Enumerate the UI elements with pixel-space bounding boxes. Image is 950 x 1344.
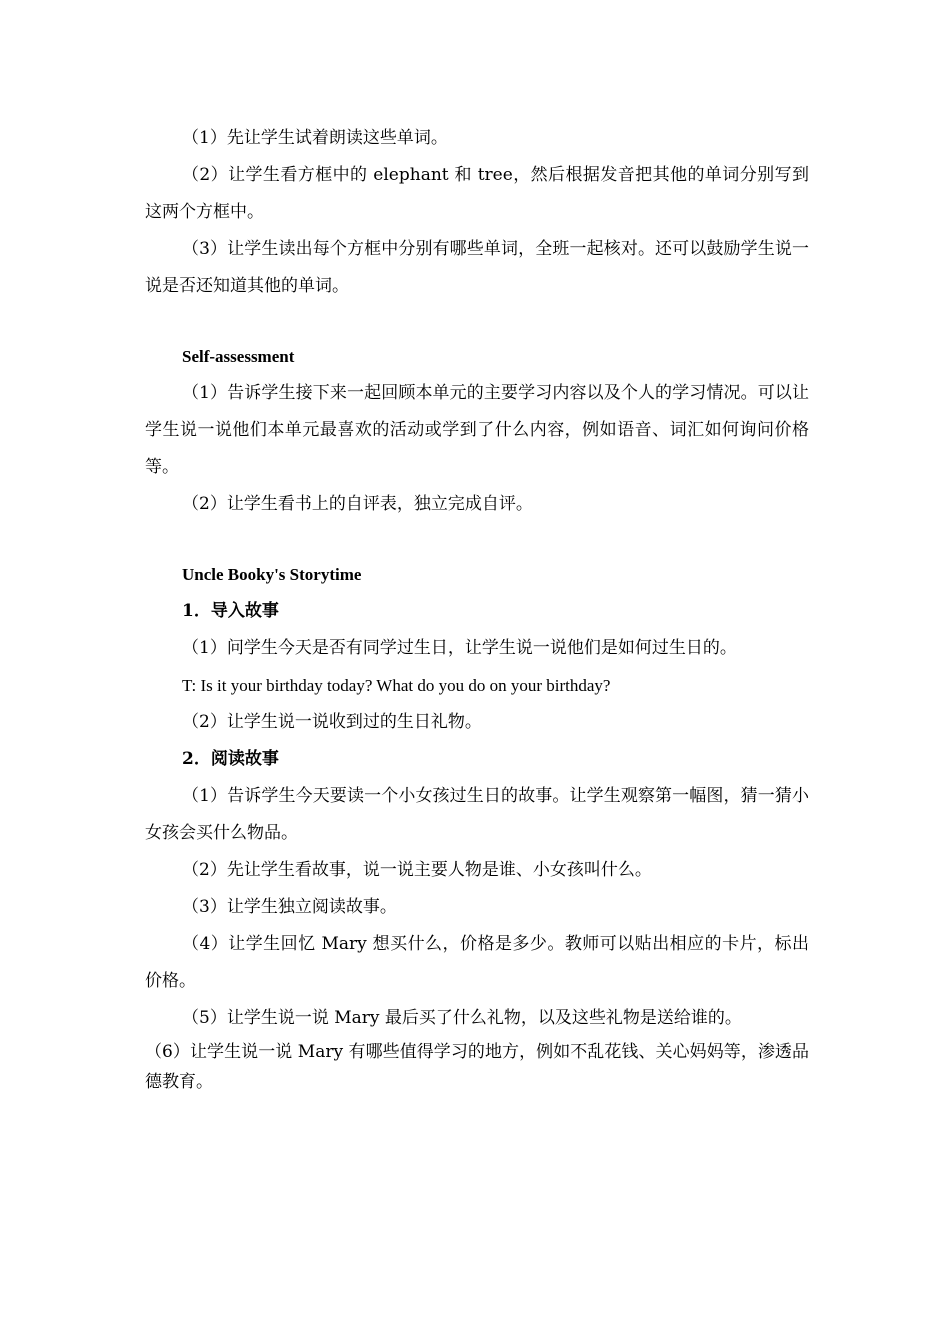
section-gap (145, 305, 809, 338)
storytime-step-2-heading: 2．阅读故事 (182, 749, 279, 769)
document-page (145, 120, 809, 1097)
storytime-step-1-item-1: （1）问学生今天是否有同学过生日，让学生说一说他们是如何过生日的。 (182, 638, 737, 658)
storytime-step-2-item-2: （2）先让学生看故事，说一说主要人物是谁、小女孩叫什么。 (182, 860, 652, 880)
storytime-step-2-item-6: （6）让学生说一说 Mary 有哪些值得学习的地方，例如不乱花钱、关心妈妈等，渗透品德教育。 (145, 1042, 809, 1092)
teacher-line: T: Is it your birthday today? What do you do on your birthday? (182, 676, 611, 695)
storytime-step-2-item-1: （1）告诉学生今天要读一个小女孩过生日的故事。让学生观察第一幅图，猜一猜小女孩会买什么物品。 (145, 786, 809, 843)
words-step-3: （3）让学生读出每个方框中分别有哪些单词，全班一起核对。还可以鼓励学生说一说是否还知道其他的单词。 (145, 239, 809, 296)
storytime-step-2-item-3: （3）让学生独立阅读故事。 (182, 897, 397, 917)
section-gap (145, 523, 809, 556)
storytime-step-2-item-5: （5）让学生说一说 Mary 最后买了什么礼物，以及这些礼物是送给谁的。 (182, 1008, 742, 1028)
self-assessment-step-2: （2）让学生看书上的自评表，独立完成自评。 (182, 494, 533, 514)
storytime-step-1-heading: 1．导入故事 (182, 601, 279, 621)
words-step-2: （2）让学生看方框中的 elephant 和 tree，然后根据发音把其他的单词分别写到这两个方框中。 (145, 165, 809, 222)
words-step-1: （1）先让学生试着朗读这些单词。 (182, 128, 448, 148)
self-assessment-step-1: （1）告诉学生接下来一起回顾本单元的主要学习内容以及个人的学习情况。可以让学生说一说他们本单元最喜欢的活动或学到了什么内容，例如语音、词汇如何询问价格等。 (145, 383, 809, 477)
storytime-heading: Uncle Booky's Storytime (182, 565, 362, 584)
storytime-step-1-item-2: （2）让学生说一说收到过的生日礼物。 (182, 712, 482, 732)
self-assessment-heading: Self-assessment (182, 347, 295, 366)
storytime-step-2-item-4: （4）让学生回忆 Mary 想买什么，价格是多少。教师可以贴出相应的卡片，标出价格。 (145, 934, 809, 991)
